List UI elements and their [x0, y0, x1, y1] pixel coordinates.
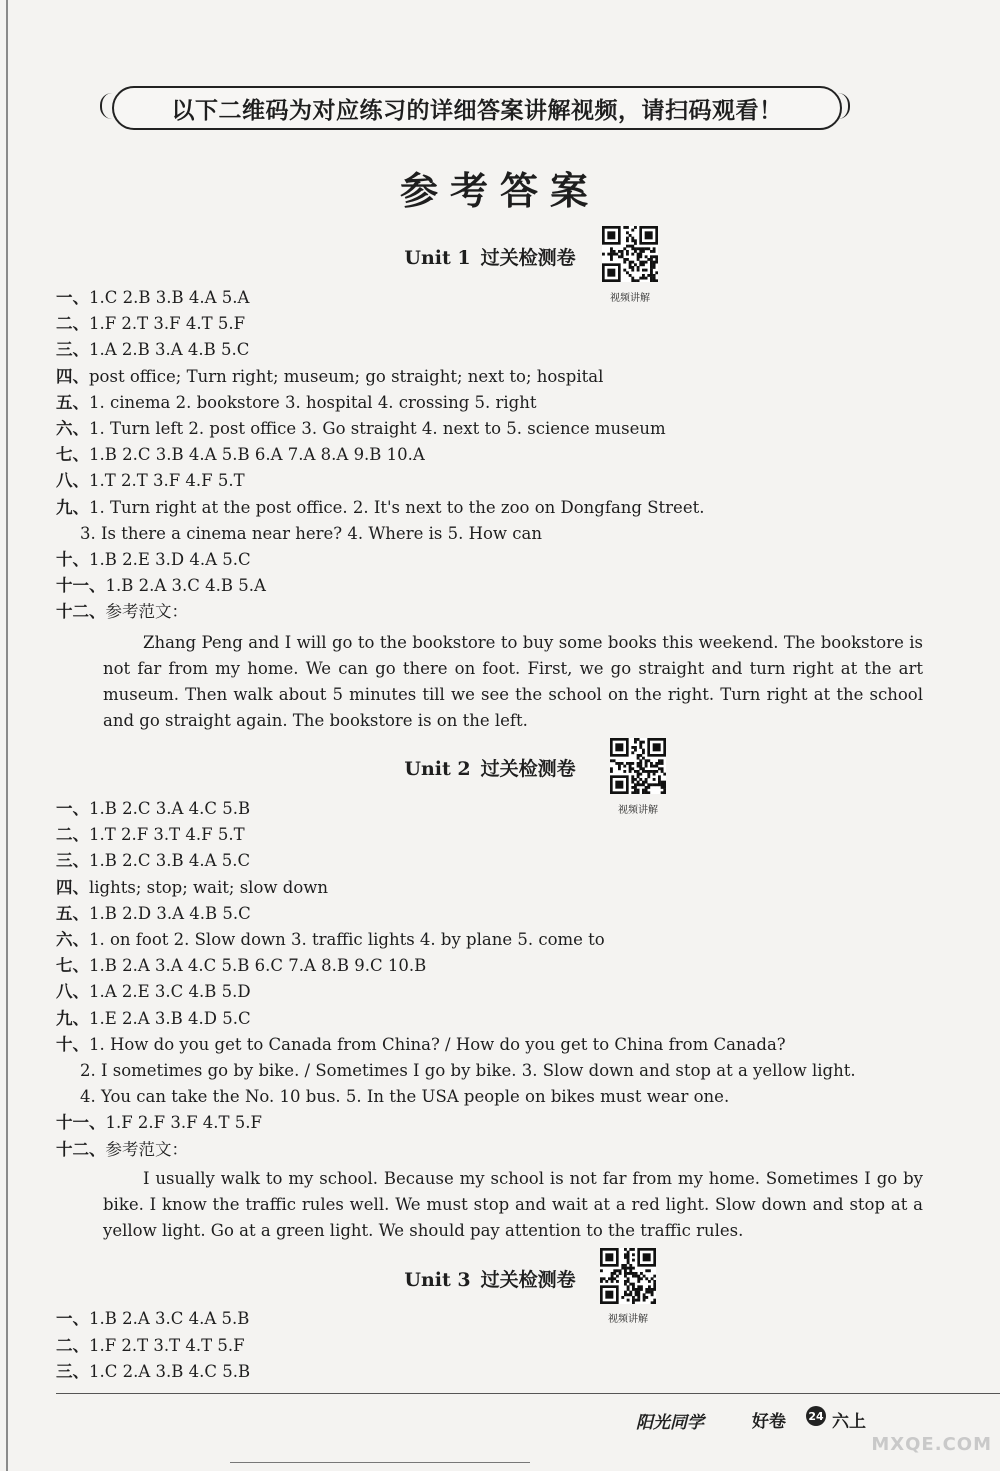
unit3-heading-cn: 过关检测卷 — [480, 1269, 576, 1291]
unit1-answer-line — [80, 524, 542, 544]
question-number: 二、 — [56, 1335, 89, 1355]
question-number: 三、 — [56, 340, 89, 360]
answer-text: 1. Turn left 2. post office 3. Go straight 4. next to 5. science museum — [89, 419, 666, 438]
footer-grade: 六上 — [832, 1412, 866, 1432]
question-number: 六、 — [56, 419, 89, 438]
answer-text: 1. cinema 2. bookstore 3. hospital 4. crossing 5. right — [89, 392, 537, 412]
answer-text: 1.B 2.C 3.A 4.C 5.B — [89, 799, 251, 818]
unit3-heading — [0, 1265, 990, 1292]
answer-text: 1.A 2.E 3.C 4.B 5.D — [89, 982, 251, 1002]
unit2-answer-line — [56, 799, 250, 819]
question-number: 八、 — [56, 982, 89, 1002]
answer-text: 1. How do you get to Canada from China? / How do you get to China from Canada? — [89, 1034, 786, 1054]
unit2-answer-line — [56, 878, 328, 898]
bottom-divider — [230, 1462, 530, 1463]
question-number: 十、 — [56, 1034, 89, 1054]
question-number: 三、 — [56, 1362, 89, 1381]
question-number: 十一、 — [56, 576, 106, 596]
question-number: 五、 — [56, 392, 89, 412]
answer-text: 参考范文： — [105, 602, 188, 622]
answer-text: 1.A 2.B 3.A 4.B 5.C — [89, 340, 250, 360]
unit3-qr-label: 视频讲解 — [608, 1314, 648, 1325]
answer-text: 1.B 2.A 3.A 4.C 5.B 6.C 7.A 8.B 9.C 10.B — [89, 956, 427, 976]
unit3-answer-line — [56, 1336, 245, 1356]
question-number: 一、 — [56, 288, 89, 307]
answer-text: 4. You can take the No. 10 bus. 5. In the USA people on bikes must wear one. — [80, 1087, 730, 1107]
answer-text: 1.F 2.F 3.F 4.T 5.F — [105, 1113, 262, 1133]
unit2-answer-line — [56, 1140, 188, 1160]
unit1-qr-code-icon[interactable] — [602, 226, 658, 282]
unit1-answer-line — [56, 393, 536, 413]
answer-text: 1. on foot 2. Slow down 3. traffic lights 4. by plane 5. come to — [89, 930, 605, 949]
unit3-qr-code-icon[interactable] — [600, 1248, 656, 1304]
unit2-answer-line — [56, 851, 250, 871]
unit1-answer-line — [56, 314, 245, 334]
unit1-answer-line — [56, 445, 425, 465]
question-number: 五、 — [56, 903, 89, 923]
question-number: 二、 — [56, 314, 89, 334]
unit2-answer-line — [56, 1035, 786, 1055]
unit2-answer-line — [56, 825, 245, 845]
unit1-heading — [0, 243, 990, 270]
watermark-text: MXQE.COM — [871, 1434, 992, 1455]
unit2-answer-line — [56, 1009, 251, 1029]
footer-divider — [56, 1393, 1000, 1394]
unit1-essay: Zhang Peng and I will go to the bookstore to buy some books this weekend. The bookstore is not far from my home. We can go there on foot. First, we go straight and turn right at the art museum. Then walk about 5 minutes till we see the school on the right. Turn right at the school and go straight again. The bookstore is on the left. — [103, 633, 923, 730]
unit2-answer-line — [56, 904, 251, 924]
unit3-heading-en: Unit 3 — [404, 1269, 471, 1291]
question-number: 一、 — [56, 799, 89, 818]
answer-text: lights; stop; wait; slow down — [89, 877, 329, 897]
unit2-answer-line — [56, 982, 251, 1002]
answer-text: 3. Is there a cinema near here? 4. Where is 5. How can — [80, 523, 542, 543]
question-number: 七、 — [56, 956, 89, 976]
unit2-heading-cn: 过关检测卷 — [480, 758, 576, 780]
unit1-answer-line — [56, 471, 245, 491]
answer-text: 1.B 2.C 3.B 4.A 5.C — [89, 851, 251, 871]
answer-text: 1.F 2.T 3.F 4.T 5.F — [89, 314, 246, 334]
footer-series-name: 好卷 — [752, 1412, 786, 1432]
answer-text: 1. Turn right at the post office. 2. It's next to the zoo on Dongfang Street. — [89, 497, 705, 517]
answer-text: 1.C 2.B 3.B 4.A 5.A — [89, 288, 250, 307]
question-number: 十一、 — [56, 1113, 106, 1133]
unit1-answer-line — [56, 340, 249, 360]
question-number: 六、 — [56, 930, 89, 949]
unit3-answer-line — [56, 1309, 249, 1329]
answer-text: 1.T 2.T 3.F 4.F 5.T — [89, 471, 245, 491]
unit2-answer-line — [56, 930, 605, 950]
unit2-answer-line — [56, 956, 426, 976]
brand-logo: 阳光同学 — [636, 1413, 704, 1433]
unit2-heading — [0, 754, 990, 781]
answer-text: 1.B 2.E 3.D 4.A 5.C — [89, 550, 251, 569]
unit2-answer-line — [80, 1061, 856, 1081]
answer-text: 1.F 2.T 3.T 4.T 5.F — [89, 1335, 245, 1355]
unit1-answer-line — [56, 498, 704, 518]
answer-text: 2. I sometimes go by bike. / Sometimes I go by bike. 3. Slow down and stop at a yellow light. — [80, 1061, 856, 1080]
question-number: 七、 — [56, 445, 89, 465]
banner-decoration-right — [832, 93, 850, 119]
answer-text: 1.E 2.A 3.B 4.D 5.C — [89, 1008, 251, 1028]
unit1-answer-line — [56, 288, 249, 308]
question-number: 十二、 — [56, 1139, 106, 1159]
answer-text: 1.B 2.C 3.B 4.A 5.B 6.A 7.A 8.A 9.B 10.A — [89, 445, 425, 465]
page-title: 参考答案 — [399, 169, 600, 213]
unit1-answer-line — [56, 419, 666, 439]
question-number: 二、 — [56, 825, 89, 845]
question-number: 十二、 — [56, 602, 106, 622]
answer-text: 1.B 2.D 3.A 4.B 5.C — [89, 903, 251, 923]
unit1-heading-en: Unit 1 — [404, 247, 471, 269]
unit2-answer-line — [56, 1113, 262, 1133]
answer-text: 1.C 2.A 3.B 4.C 5.B — [89, 1362, 251, 1381]
unit2-qr-label: 视频讲解 — [618, 805, 658, 816]
question-number: 一、 — [56, 1309, 89, 1328]
unit2-answer-line — [80, 1087, 729, 1107]
unit1-answer-line — [56, 550, 251, 570]
unit1-answer-line — [56, 367, 603, 387]
answer-text: 1.B 2.A 3.C 4.A 5.B — [89, 1309, 250, 1328]
question-number: 四、 — [56, 877, 89, 897]
unit1-answer-line — [56, 602, 188, 622]
question-number: 九、 — [56, 497, 89, 517]
answer-text: 参考范文： — [105, 1139, 188, 1159]
answer-text: 1.T 2.F 3.T 4.F 5.T — [89, 825, 245, 845]
unit1-heading-cn: 过关检测卷 — [480, 247, 576, 269]
question-number: 九、 — [56, 1008, 89, 1028]
question-number: 八、 — [56, 471, 89, 491]
unit2-essay: I usually walk to my school. Because my school is not far from my home. Sometimes I go by bike. I know the traffic rules well. We must stop and wait at a red light. Slow down and stop at a yellow light. Go at a green light. We should pay attention to the traffic rules. — [103, 1169, 923, 1240]
unit1-qr-label: 视频讲解 — [610, 293, 650, 304]
answer-text: 1.B 2.A 3.C 4.B 5.A — [105, 576, 266, 596]
qr-notice-banner: 以下二维码为对应练习的详细答案讲解视频，请扫码观看！ — [112, 86, 842, 130]
unit2-heading-en: Unit 2 — [404, 758, 471, 780]
question-number: 三、 — [56, 851, 89, 871]
question-number: 十、 — [56, 550, 89, 569]
unit2-qr-code-icon[interactable] — [610, 738, 666, 794]
answer-text: post office; Turn right; museum; go straight; next to; hospital — [89, 366, 604, 386]
unit1-answer-line — [56, 576, 266, 596]
page-edge — [6, 0, 8, 1471]
question-number: 四、 — [56, 366, 89, 386]
unit3-answer-line — [56, 1362, 250, 1382]
page-number-badge: 24 — [806, 1406, 826, 1426]
